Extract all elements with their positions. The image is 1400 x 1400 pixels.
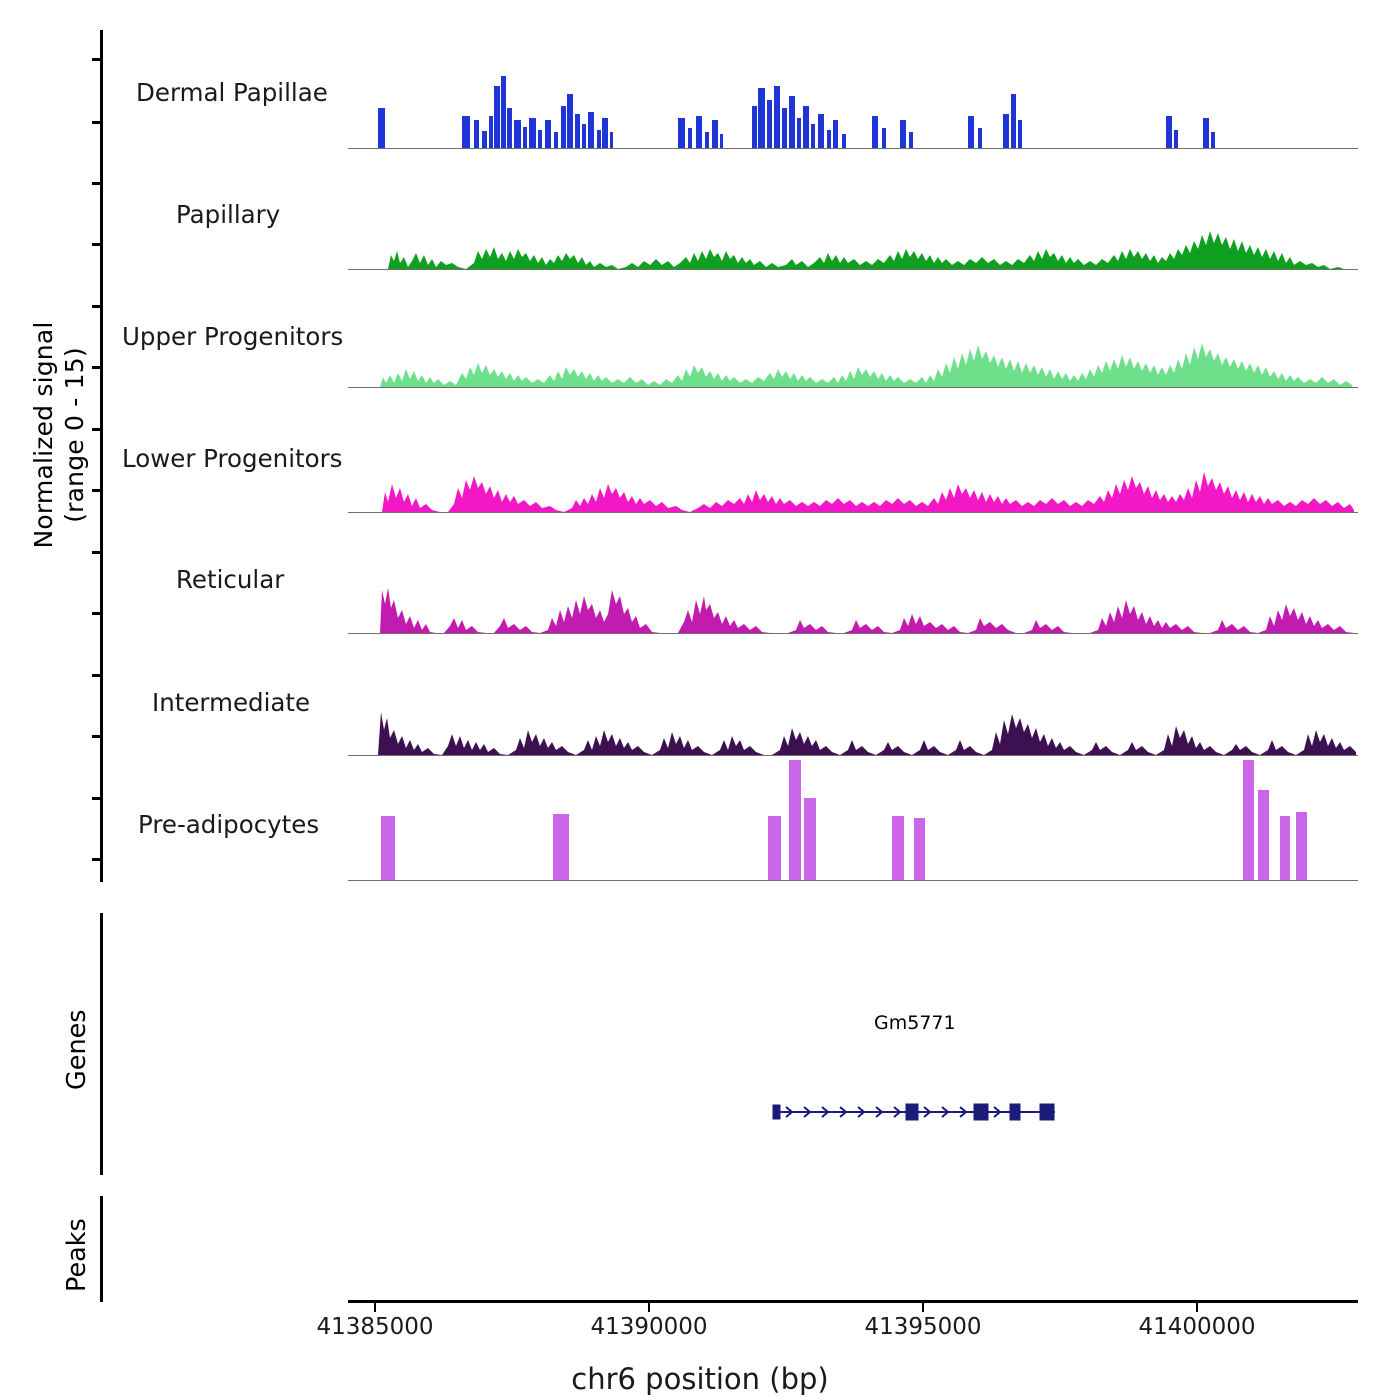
axis-tick [92, 428, 103, 431]
axis-tick [92, 366, 103, 369]
signal-axis-bar [100, 30, 103, 882]
peaks-axis-bar [100, 1196, 103, 1302]
axis-tick [92, 121, 103, 124]
x-axis-tick-label: 41385000 [316, 1314, 434, 1340]
track-reticular [348, 570, 1358, 633]
gene-model[interactable] [770, 1098, 1060, 1126]
axis-tick [92, 243, 103, 246]
track-baseline [348, 512, 1358, 513]
track-pre-adipocytes [348, 760, 1358, 880]
peaks-section-label: Peaks [62, 1218, 92, 1292]
track-papillary [348, 205, 1358, 269]
track-baseline [348, 148, 1358, 149]
x-axis-tick [922, 1302, 924, 1312]
axis-tick [92, 735, 103, 738]
track-baseline [348, 269, 1358, 270]
axis-tick [92, 182, 103, 185]
axis-tick [92, 551, 103, 554]
track-title-reticular: Reticular [176, 565, 285, 594]
x-axis-tick [1196, 1302, 1198, 1312]
track-baseline [348, 880, 1358, 881]
axis-tick [92, 797, 103, 800]
track-dermal-papillae [348, 58, 1358, 148]
x-axis-line [348, 1300, 1358, 1303]
axis-tick [92, 858, 103, 861]
track-title-intermediate: Intermediate [152, 688, 311, 717]
axis-tick [92, 612, 103, 615]
track-baseline [348, 387, 1358, 388]
genes-axis-bar [100, 913, 103, 1175]
track-title-upper-progenitors: Upper Progenitors [122, 322, 344, 351]
x-axis-tick [374, 1302, 376, 1312]
x-axis-tick-label: 41395000 [864, 1314, 982, 1340]
gene-label: Gm5771 [874, 1012, 956, 1034]
x-axis-tick-label: 41400000 [1138, 1314, 1256, 1340]
track-title-lower-progenitors: Lower Progenitors [122, 444, 343, 473]
x-axis-tick [648, 1302, 650, 1312]
track-title-dermal-papillae: Dermal Papillae [136, 78, 328, 107]
y-axis-label-line2: (range 0 - 15) [60, 347, 90, 523]
y-axis-label [28, 270, 91, 600]
x-axis-title: chr6 position (bp) [571, 1362, 829, 1396]
track-title-papillary: Papillary [176, 200, 281, 229]
track-title-pre-adipocytes: Pre-adipocytes [138, 810, 320, 839]
track-intermediate [348, 700, 1358, 755]
axis-tick [92, 58, 103, 61]
y-axis-label-line1: Normalized signal [29, 321, 58, 549]
x-axis-tick-label: 41390000 [590, 1314, 708, 1340]
track-upper-progenitors [348, 325, 1358, 387]
axis-tick [92, 305, 103, 308]
genes-section-label: Genes [62, 1009, 92, 1090]
axis-tick [92, 674, 103, 677]
track-baseline [348, 633, 1358, 634]
axis-tick [92, 489, 103, 492]
track-lower-progenitors [348, 444, 1358, 512]
track-baseline [348, 755, 1358, 756]
